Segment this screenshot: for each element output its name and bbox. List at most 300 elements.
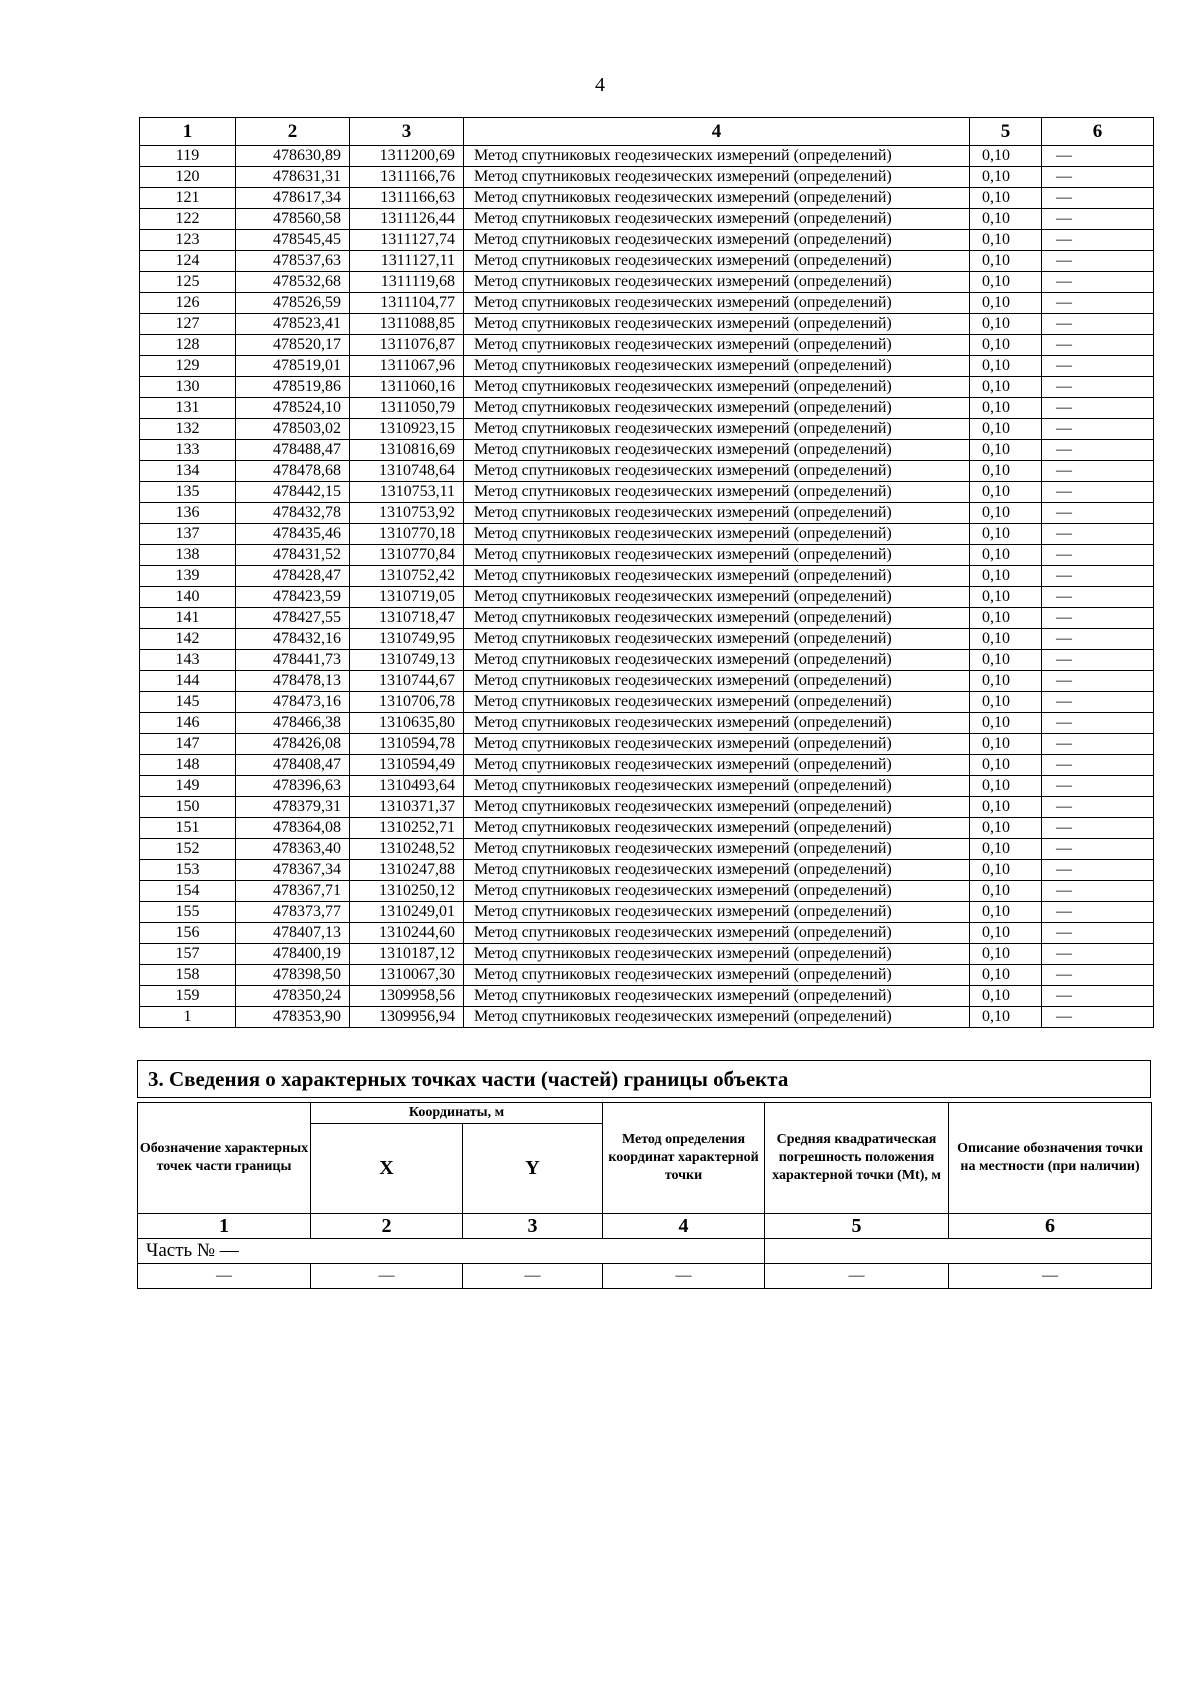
table-cell: Метод спутниковых геодезических измерений (определений) bbox=[464, 398, 970, 419]
section-3-title: 3. Сведения о характерных точках части (частей) границы объекта bbox=[148, 1067, 789, 1091]
table-cell: Метод спутниковых геодезических измерений (определений) bbox=[464, 965, 970, 986]
method-header: Метод определения координат характерной точки bbox=[603, 1103, 765, 1214]
table-cell: Метод спутниковых геодезических измерений (определений) bbox=[464, 587, 970, 608]
column-header: 5 bbox=[970, 118, 1042, 146]
table-cell: 0,10 bbox=[970, 986, 1042, 1007]
table-cell: 478363,40 bbox=[236, 839, 350, 860]
table-cell: Метод спутниковых геодезических измерений (определений) bbox=[464, 167, 970, 188]
table-cell: Метод спутниковых геодезических измерений (определений) bbox=[464, 839, 970, 860]
table-cell: Метод спутниковых геодезических измерений (определений) bbox=[464, 461, 970, 482]
table-cell: 478519,01 bbox=[236, 356, 350, 377]
part-points-table bbox=[137, 1102, 1152, 1289]
table-header-row bbox=[138, 1103, 1152, 1124]
table-cell: 137 bbox=[140, 524, 236, 545]
table-cell: 1310770,84 bbox=[350, 545, 464, 566]
table-cell: 1310250,12 bbox=[350, 881, 464, 902]
table-row bbox=[140, 440, 1154, 461]
table-cell: 478432,16 bbox=[236, 629, 350, 650]
table-cell: 478407,13 bbox=[236, 923, 350, 944]
table-cell: 478426,08 bbox=[236, 734, 350, 755]
table-cell: — bbox=[1042, 965, 1154, 986]
table-cell: 478630,89 bbox=[236, 146, 350, 167]
table-row bbox=[140, 419, 1154, 440]
table-cell: Метод спутниковых геодезических измерений (определений) bbox=[464, 629, 970, 650]
table-cell: 0,10 bbox=[970, 629, 1042, 650]
table-header-row bbox=[140, 118, 1154, 146]
table-cell: — bbox=[1042, 608, 1154, 629]
table-cell: — bbox=[1042, 188, 1154, 209]
table-row bbox=[140, 1007, 1154, 1028]
description-header: Описание обозначения точки на местности (при наличии) bbox=[949, 1103, 1152, 1214]
table-cell: 0,10 bbox=[970, 419, 1042, 440]
table-cell: 157 bbox=[140, 944, 236, 965]
table-cell: 1310252,71 bbox=[350, 818, 464, 839]
table-cell: 1310635,80 bbox=[350, 713, 464, 734]
table-cell: Метод спутниковых геодезических измерений (определений) bbox=[464, 566, 970, 587]
table-cell: 1310749,13 bbox=[350, 650, 464, 671]
table-cell: Метод спутниковых геодезических измерений (определений) bbox=[464, 671, 970, 692]
table-cell: 122 bbox=[140, 209, 236, 230]
table-cell: 0,10 bbox=[970, 839, 1042, 860]
table-cell: 0,10 bbox=[970, 566, 1042, 587]
column-number: 2 bbox=[311, 1214, 463, 1239]
table-cell: 478400,19 bbox=[236, 944, 350, 965]
table-cell: Метод спутниковых геодезических измерений (определений) bbox=[464, 524, 970, 545]
table-cell: Метод спутниковых геодезических измерений (определений) bbox=[464, 608, 970, 629]
table-body bbox=[140, 146, 1154, 1028]
table-cell: 145 bbox=[140, 692, 236, 713]
table-cell: Метод спутниковых геодезических измерений (определений) bbox=[464, 146, 970, 167]
table-cell: 478526,59 bbox=[236, 293, 350, 314]
table-cell: 135 bbox=[140, 482, 236, 503]
table-cell: — bbox=[1042, 524, 1154, 545]
table-cell: 123 bbox=[140, 230, 236, 251]
table-cell: — bbox=[603, 1264, 765, 1289]
table-cell: 0,10 bbox=[970, 440, 1042, 461]
column-header: 1 bbox=[140, 118, 236, 146]
table-row bbox=[138, 1264, 1152, 1289]
table-cell: 120 bbox=[140, 167, 236, 188]
table-cell: Метод спутниковых геодезических измерений (определений) bbox=[464, 377, 970, 398]
table-cell: 0,10 bbox=[970, 251, 1042, 272]
table-cell: — bbox=[1042, 755, 1154, 776]
table-cell: 478520,17 bbox=[236, 335, 350, 356]
table-cell: 0,10 bbox=[970, 755, 1042, 776]
table-cell: 1310244,60 bbox=[350, 923, 464, 944]
table-row bbox=[140, 377, 1154, 398]
column-header: 4 bbox=[464, 118, 970, 146]
table-cell: 130 bbox=[140, 377, 236, 398]
table-cell: 129 bbox=[140, 356, 236, 377]
table-cell: 0,10 bbox=[970, 377, 1042, 398]
table-cell: — bbox=[1042, 167, 1154, 188]
table-cell: 1311076,87 bbox=[350, 335, 464, 356]
table-cell: — bbox=[1042, 986, 1154, 1007]
table-cell: — bbox=[1042, 440, 1154, 461]
table-row bbox=[140, 818, 1154, 839]
table-cell: Метод спутниковых геодезических измерений (определений) bbox=[464, 860, 970, 881]
table-cell: 478478,68 bbox=[236, 461, 350, 482]
table-cell: 141 bbox=[140, 608, 236, 629]
table-cell: Метод спутниковых геодезических измерений (определений) bbox=[464, 188, 970, 209]
table-row bbox=[140, 860, 1154, 881]
table-cell: — bbox=[1042, 545, 1154, 566]
table-cell: 478473,16 bbox=[236, 692, 350, 713]
table-cell: 0,10 bbox=[970, 776, 1042, 797]
column-header: 2 bbox=[236, 118, 350, 146]
table-cell: 0,10 bbox=[970, 965, 1042, 986]
table-row bbox=[140, 293, 1154, 314]
table-cell: Метод спутниковых геодезических измерений (определений) bbox=[464, 944, 970, 965]
column-number: 5 bbox=[765, 1214, 949, 1239]
column-header: 6 bbox=[1042, 118, 1154, 146]
table-cell: Метод спутниковых геодезических измерений (определений) bbox=[464, 797, 970, 818]
x-header: X bbox=[311, 1124, 463, 1214]
table-cell: 1310816,69 bbox=[350, 440, 464, 461]
table-cell: Метод спутниковых геодезических измерений (определений) bbox=[464, 755, 970, 776]
table-cell: — bbox=[1042, 797, 1154, 818]
table-row bbox=[140, 356, 1154, 377]
table-row bbox=[140, 461, 1154, 482]
table-cell: 1310749,95 bbox=[350, 629, 464, 650]
table-cell: 478524,10 bbox=[236, 398, 350, 419]
table-cell: 1310706,78 bbox=[350, 692, 464, 713]
table-row bbox=[140, 839, 1154, 860]
table-row bbox=[140, 503, 1154, 524]
table-cell: — bbox=[949, 1264, 1152, 1289]
part-row bbox=[138, 1239, 1152, 1264]
table-cell: 131 bbox=[140, 398, 236, 419]
table-row bbox=[140, 734, 1154, 755]
table-row bbox=[140, 566, 1154, 587]
table-cell: — bbox=[1042, 902, 1154, 923]
coordinates-header: Координаты, м bbox=[311, 1103, 603, 1124]
table-row bbox=[140, 272, 1154, 293]
table-cell: 1310248,52 bbox=[350, 839, 464, 860]
table-row bbox=[140, 146, 1154, 167]
table-cell: 154 bbox=[140, 881, 236, 902]
table-cell: 1309956,94 bbox=[350, 1007, 464, 1028]
table-cell: Метод спутниковых геодезических измерений (определений) bbox=[464, 692, 970, 713]
table-cell: 1310187,12 bbox=[350, 944, 464, 965]
table-cell: — bbox=[1042, 692, 1154, 713]
column-number: 3 bbox=[463, 1214, 603, 1239]
table-cell: 143 bbox=[140, 650, 236, 671]
part-empty-cell bbox=[765, 1239, 1152, 1264]
table-cell: 0,10 bbox=[970, 671, 1042, 692]
table-row bbox=[140, 167, 1154, 188]
table-cell: 128 bbox=[140, 335, 236, 356]
table-row bbox=[140, 986, 1154, 1007]
table-cell: 125 bbox=[140, 272, 236, 293]
table-cell: 0,10 bbox=[970, 314, 1042, 335]
table-cell: Метод спутниковых геодезических измерений (определений) bbox=[464, 986, 970, 1007]
table-cell: — bbox=[1042, 860, 1154, 881]
table-cell: 1311088,85 bbox=[350, 314, 464, 335]
table-cell: 0,10 bbox=[970, 587, 1042, 608]
table-cell: 147 bbox=[140, 734, 236, 755]
table-cell: 146 bbox=[140, 713, 236, 734]
table-cell: — bbox=[1042, 419, 1154, 440]
table-cell: — bbox=[1042, 650, 1154, 671]
table-cell: — bbox=[1042, 335, 1154, 356]
table-cell: Метод спутниковых геодезических измерений (определений) bbox=[464, 503, 970, 524]
table-cell: 478519,86 bbox=[236, 377, 350, 398]
table-cell: Метод спутниковых геодезических измерений (определений) bbox=[464, 440, 970, 461]
table-cell: 1310753,11 bbox=[350, 482, 464, 503]
column-numbers-row bbox=[138, 1214, 1152, 1239]
table-cell: — bbox=[1042, 356, 1154, 377]
table-cell: 1310594,78 bbox=[350, 734, 464, 755]
table-cell: Метод спутниковых геодезических измерений (определений) bbox=[464, 272, 970, 293]
table-cell: 1310249,01 bbox=[350, 902, 464, 923]
table-cell: 121 bbox=[140, 188, 236, 209]
column-number: 1 bbox=[138, 1214, 311, 1239]
table-cell: 134 bbox=[140, 461, 236, 482]
table-cell: 478631,31 bbox=[236, 167, 350, 188]
table-cell: 138 bbox=[140, 545, 236, 566]
table-cell: 119 bbox=[140, 146, 236, 167]
table-row bbox=[140, 671, 1154, 692]
table-cell: 1310752,42 bbox=[350, 566, 464, 587]
table-cell: 155 bbox=[140, 902, 236, 923]
table-cell: 0,10 bbox=[970, 272, 1042, 293]
table-row bbox=[140, 230, 1154, 251]
table-cell: 1 bbox=[140, 1007, 236, 1028]
table-cell: — bbox=[463, 1264, 603, 1289]
table-cell: Метод спутниковых геодезических измерений (определений) bbox=[464, 734, 970, 755]
table-cell: — bbox=[1042, 293, 1154, 314]
table-cell: 478408,47 bbox=[236, 755, 350, 776]
table-cell: 478398,50 bbox=[236, 965, 350, 986]
table-cell: 0,10 bbox=[970, 902, 1042, 923]
table-cell: 1310718,47 bbox=[350, 608, 464, 629]
table-row bbox=[140, 713, 1154, 734]
table-cell: 478503,02 bbox=[236, 419, 350, 440]
part-label: Часть № — bbox=[138, 1239, 765, 1264]
table-cell: 0,10 bbox=[970, 734, 1042, 755]
table-row bbox=[140, 902, 1154, 923]
table-row bbox=[140, 587, 1154, 608]
table-cell: 1310744,67 bbox=[350, 671, 464, 692]
table-cell: — bbox=[1042, 272, 1154, 293]
table-row bbox=[140, 650, 1154, 671]
table-cell: Метод спутниковых геодезических измерений (определений) bbox=[464, 1007, 970, 1028]
table-cell: 1311200,69 bbox=[350, 146, 464, 167]
table-cell: 478466,38 bbox=[236, 713, 350, 734]
boundary-points-table bbox=[139, 117, 1154, 1028]
table-cell: — bbox=[1042, 314, 1154, 335]
table-cell: 1310247,88 bbox=[350, 860, 464, 881]
table-cell: Метод спутниковых геодезических измерений (определений) bbox=[464, 902, 970, 923]
table-cell: — bbox=[1042, 251, 1154, 272]
table-cell: Метод спутниковых геодезических измерений (определений) bbox=[464, 314, 970, 335]
table-cell: — bbox=[1042, 566, 1154, 587]
table-cell: 148 bbox=[140, 755, 236, 776]
table-cell: Метод спутниковых геодезических измерений (определений) bbox=[464, 482, 970, 503]
table-cell: 478432,78 bbox=[236, 503, 350, 524]
table-row bbox=[140, 692, 1154, 713]
table-cell: Метод спутниковых геодезических измерений (определений) bbox=[464, 293, 970, 314]
table-cell: 0,10 bbox=[970, 335, 1042, 356]
table-cell: 149 bbox=[140, 776, 236, 797]
table-cell: 1311104,77 bbox=[350, 293, 464, 314]
table-cell: — bbox=[1042, 881, 1154, 902]
table-cell: 142 bbox=[140, 629, 236, 650]
table-cell: Метод спутниковых геодезических измерений (определений) bbox=[464, 251, 970, 272]
table-cell: 133 bbox=[140, 440, 236, 461]
table-row bbox=[140, 881, 1154, 902]
table-cell: 0,10 bbox=[970, 608, 1042, 629]
table-row bbox=[140, 482, 1154, 503]
table-cell: 478532,68 bbox=[236, 272, 350, 293]
table-cell: 478537,63 bbox=[236, 251, 350, 272]
table-cell: Метод спутниковых геодезических измерений (определений) bbox=[464, 881, 970, 902]
table-cell: — bbox=[311, 1264, 463, 1289]
table-row bbox=[140, 797, 1154, 818]
table-cell: 478545,45 bbox=[236, 230, 350, 251]
table-cell: 478350,24 bbox=[236, 986, 350, 1007]
table-cell: 478523,41 bbox=[236, 314, 350, 335]
table-row bbox=[140, 188, 1154, 209]
table-cell: — bbox=[1042, 713, 1154, 734]
table-row bbox=[140, 314, 1154, 335]
table-cell: 0,10 bbox=[970, 146, 1042, 167]
table-cell: 0,10 bbox=[970, 923, 1042, 944]
table-cell: 1311166,76 bbox=[350, 167, 464, 188]
error-header bbox=[765, 1103, 949, 1214]
table-cell: 478423,59 bbox=[236, 587, 350, 608]
table-cell: 0,10 bbox=[970, 692, 1042, 713]
table-row bbox=[140, 629, 1154, 650]
table-row bbox=[140, 398, 1154, 419]
table-row bbox=[140, 923, 1154, 944]
table-cell: 0,10 bbox=[970, 944, 1042, 965]
table-cell: — bbox=[1042, 398, 1154, 419]
table-cell: 0,10 bbox=[970, 188, 1042, 209]
table-cell: Метод спутниковых геодезических измерений (определений) bbox=[464, 419, 970, 440]
table-cell: 478431,52 bbox=[236, 545, 350, 566]
table-cell: 127 bbox=[140, 314, 236, 335]
table-cell: 1311050,79 bbox=[350, 398, 464, 419]
table-cell: 478367,34 bbox=[236, 860, 350, 881]
table-cell: Метод спутниковых геодезических измерений (определений) bbox=[464, 209, 970, 230]
table-cell: 159 bbox=[140, 986, 236, 1007]
table-row bbox=[140, 965, 1154, 986]
table-cell: 0,10 bbox=[970, 881, 1042, 902]
table-cell: 1311127,74 bbox=[350, 230, 464, 251]
table-cell: 144 bbox=[140, 671, 236, 692]
table-cell: — bbox=[1042, 818, 1154, 839]
table-cell: 0,10 bbox=[970, 461, 1042, 482]
table-cell: 1311166,63 bbox=[350, 188, 464, 209]
table-cell: Метод спутниковых геодезических измерений (определений) bbox=[464, 713, 970, 734]
table-cell: 1311060,16 bbox=[350, 377, 464, 398]
table-cell: Метод спутниковых геодезических измерений (определений) bbox=[464, 356, 970, 377]
column-header: 3 bbox=[350, 118, 464, 146]
table-cell: 156 bbox=[140, 923, 236, 944]
table-cell: 0,10 bbox=[970, 293, 1042, 314]
table-cell: Метод спутниковых геодезических измерений (определений) bbox=[464, 545, 970, 566]
table-cell: 1310493,64 bbox=[350, 776, 464, 797]
table-cell: 1310371,37 bbox=[350, 797, 464, 818]
table-cell: — bbox=[1042, 461, 1154, 482]
table-cell: 153 bbox=[140, 860, 236, 881]
table-cell: 126 bbox=[140, 293, 236, 314]
table-cell: Метод спутниковых геодезических измерений (определений) bbox=[464, 776, 970, 797]
table-cell: 0,10 bbox=[970, 209, 1042, 230]
table-cell: 0,10 bbox=[970, 650, 1042, 671]
table-cell: 478442,15 bbox=[236, 482, 350, 503]
table-cell: 0,10 bbox=[970, 167, 1042, 188]
table-cell: 478478,13 bbox=[236, 671, 350, 692]
table-cell: 0,10 bbox=[970, 860, 1042, 881]
table-cell: 0,10 bbox=[970, 545, 1042, 566]
section-3-header bbox=[137, 1060, 1151, 1098]
table-cell: 478617,34 bbox=[236, 188, 350, 209]
table-cell: 140 bbox=[140, 587, 236, 608]
table-cell: 1310770,18 bbox=[350, 524, 464, 545]
table-cell: Метод спутниковых геодезических измерений (определений) bbox=[464, 650, 970, 671]
table-row bbox=[140, 335, 1154, 356]
table-cell: 478364,08 bbox=[236, 818, 350, 839]
table-cell: 0,10 bbox=[970, 482, 1042, 503]
table-cell: — bbox=[1042, 629, 1154, 650]
table-cell: — bbox=[1042, 734, 1154, 755]
table-cell: — bbox=[1042, 209, 1154, 230]
table-cell: 139 bbox=[140, 566, 236, 587]
table-row bbox=[140, 209, 1154, 230]
table-cell: — bbox=[1042, 923, 1154, 944]
table-cell: 152 bbox=[140, 839, 236, 860]
table-cell: 1311127,11 bbox=[350, 251, 464, 272]
table-row bbox=[140, 755, 1154, 776]
table-cell: Метод спутниковых геодезических измерений (определений) bbox=[464, 335, 970, 356]
table-cell: — bbox=[1042, 1007, 1154, 1028]
table-cell: — bbox=[1042, 230, 1154, 251]
table-cell: 0,10 bbox=[970, 713, 1042, 734]
table-cell: 0,10 bbox=[970, 230, 1042, 251]
table-cell: 0,10 bbox=[970, 797, 1042, 818]
table-cell: — bbox=[1042, 944, 1154, 965]
table-cell: Метод спутниковых геодезических измерений (определений) bbox=[464, 818, 970, 839]
table-cell: 151 bbox=[140, 818, 236, 839]
table-cell: — bbox=[1042, 377, 1154, 398]
table-cell: — bbox=[1042, 482, 1154, 503]
table-cell: 1310067,30 bbox=[350, 965, 464, 986]
table-cell: 1310719,05 bbox=[350, 587, 464, 608]
table-cell: 158 bbox=[140, 965, 236, 986]
table-cell: — bbox=[1042, 776, 1154, 797]
y-header: Y bbox=[463, 1124, 603, 1214]
table-cell: 478435,46 bbox=[236, 524, 350, 545]
table-cell: 1311119,68 bbox=[350, 272, 464, 293]
table-cell: 0,10 bbox=[970, 818, 1042, 839]
table-row bbox=[140, 251, 1154, 272]
table-cell: 478441,73 bbox=[236, 650, 350, 671]
table-row bbox=[140, 944, 1154, 965]
table-cell: 1311067,96 bbox=[350, 356, 464, 377]
column-number: 6 bbox=[949, 1214, 1152, 1239]
table-cell: 1310594,49 bbox=[350, 755, 464, 776]
table-row bbox=[140, 776, 1154, 797]
table-cell: 1310923,15 bbox=[350, 419, 464, 440]
table-cell: — bbox=[1042, 839, 1154, 860]
table-cell: 478396,63 bbox=[236, 776, 350, 797]
table-cell: 478428,47 bbox=[236, 566, 350, 587]
page-number: 4 bbox=[595, 74, 605, 96]
table-cell: — bbox=[1042, 503, 1154, 524]
